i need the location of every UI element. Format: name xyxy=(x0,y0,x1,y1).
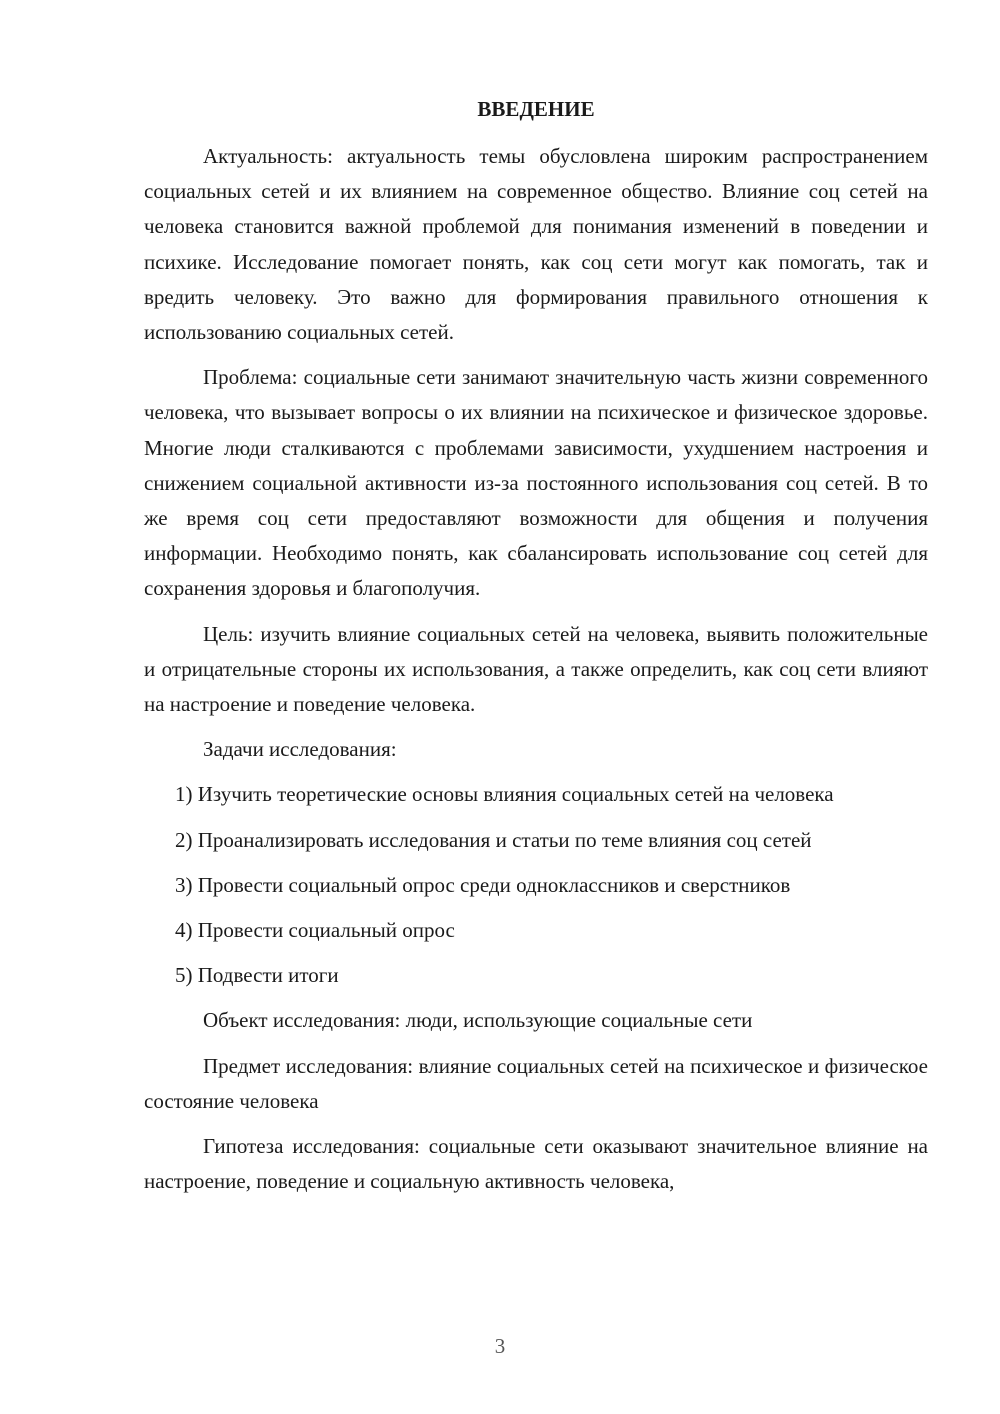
page-number: 3 xyxy=(494,1334,506,1358)
paragraph-relevance: Актуальность: актуальность темы обусловлена широким распространением социальных сетей и их влиянием на современное общество. Влияние соц сетей на человека становится важной проблемой для понимания изменений в поведении и психике. Исследование помогает понять, как соц сети могут как помогать, так и вредить человеку. Это важно для формирования правильного отношения к использованию социальных сетей. xyxy=(144,144,928,345)
paragraph-goal: Цель: изучить влияние социальных сетей на человека, выявить положительные и отрицательные стороны их использования, а также определить, как соц сети влияют на настроение и поведение человека. xyxy=(144,621,928,717)
paragraph-object: Объект исследования: люди, использующие социальные сети xyxy=(203,1008,753,1033)
document-page xyxy=(144,92,928,1209)
task-item: 4) Провести социальный опрос xyxy=(175,918,455,943)
paragraph-subject: Предмет исследования: влияние социальных сетей на психическое и физическое состояние человека xyxy=(144,1053,928,1113)
task-item: 3) Провести социальный опрос среди одноклассников и сверстников xyxy=(175,872,791,897)
paragraph-problem: Проблема: социальные сети занимают значительную часть жизни современного человека, что вызывает вопросы о их влиянии на психическое и физическое здоровье. Многие люди сталкиваются с проблемами зависимости, ухудшением настроения и снижением социальной активности из-за постоянного использования соц сетей. В то же время соц сети предоставляют возможности для общения и получения информации. Необходимо понять, как сбалансировать использование соц сетей для сохранения здоровья и благополучия. xyxy=(144,365,928,601)
paragraph-hypothesis: Гипотеза исследования: социальные сети оказывают значительное влияние на настроение, поведение и социальную активность человека, xyxy=(144,1134,928,1194)
tasks-title: Задачи исследования: xyxy=(203,737,397,762)
section-heading: ВВЕДЕНИЕ xyxy=(477,97,595,121)
task-item: 2) Проанализировать исследования и статьи по теме влияния соц сетей xyxy=(175,827,812,852)
task-item: 5) Подвести итоги xyxy=(175,963,339,988)
task-item: 1) Изучить теоретические основы влияния социальных сетей на человека xyxy=(175,782,834,807)
